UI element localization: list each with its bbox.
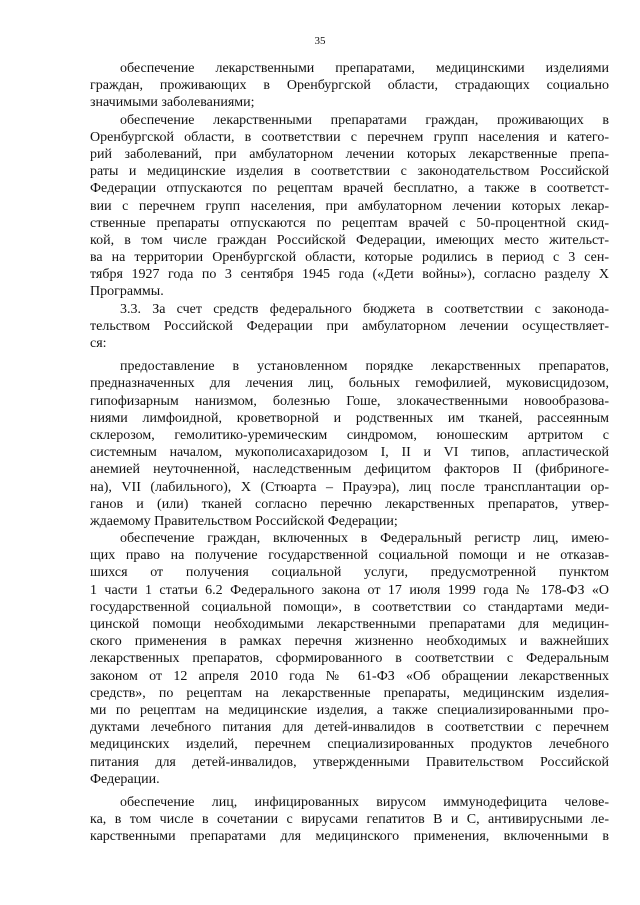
text-line: значимыми заболеваниями; <box>90 95 255 111</box>
text-line: вии с перечнем групп населения, при амбулаторном лечении которых лекар- <box>90 198 609 214</box>
text-line: шихся от получения социальной услуги, предусмотренной пунктом <box>90 565 609 581</box>
text-line: ми по рецептам на медицинские изделия, а также специализированными про- <box>90 702 609 718</box>
text-line: предоставление в установленном порядке лекарственных препаратов, <box>120 359 609 375</box>
paragraph <box>90 358 609 530</box>
text-line: карственными препаратами для медицинского применения, включенными в <box>90 829 609 845</box>
paragraph <box>90 112 609 301</box>
paragraph <box>90 60 609 112</box>
text-line: гипофизарным нанизмом, болезнью Гоше, злокачественными новообразова- <box>90 393 609 409</box>
text-line: цинской помощи необходимыми лекарственными препаратами для медицин- <box>90 617 609 632</box>
text-line: обеспечение граждан, включенных в Федеральный регистр лиц, имею- <box>120 531 609 547</box>
text-line: медицинских изделий, перечнем специализированных продуктов лечебного <box>90 737 609 753</box>
text-line: склерозом, гемолитико-уремическим синдромом, юношеским артритом с <box>90 427 609 443</box>
text-line: граждан, проживающих в Оренбургской области, страдающих социально <box>90 78 609 94</box>
text-line: ского применения в рамках перечня жизненно необходимых и важнейших <box>90 634 609 650</box>
text-line: тября 1927 года по 3 сентября 1945 года («Дети войны»), согласно разделу X <box>90 267 609 283</box>
text-line: Федерации отпускаются по рецептам врачей бесплатно, а также в соответст- <box>90 181 609 197</box>
text-line: Оренбургской области, в соответствии с перечнем групп населения и катего- <box>90 129 609 145</box>
text-line: ся: <box>90 336 107 351</box>
text-line: тельством Российской Федерации при амбулаторном лечении осуществляет- <box>90 318 609 334</box>
text-line: обеспечение лиц, инфицированных вирусом иммунодефицита челове- <box>120 794 609 810</box>
text-line: законом от 12 апреля 2010 года № 61-ФЗ «Об обращении лекарственных <box>90 668 609 684</box>
text-line: ка, в том числе в сочетании с вирусами гепатитов B и C, антивирусными ле- <box>90 812 609 828</box>
text-line: обеспечение лекарственными препаратами, медицинскими изделиями <box>120 61 609 76</box>
text-line: обеспечение лекарственными препаратами граждан, проживающих в <box>120 112 609 128</box>
text-line: Программы. <box>90 284 164 300</box>
text-line: ственные препараты отпускаются по рецептам врачей с 50-процентной скид- <box>90 215 609 231</box>
text-line: анемией неуточненной, наследственным дефицитом факторов II (фибриноге- <box>90 462 609 478</box>
text-line: ва на территории Оренбургской области, которые родились в период с 3 сен- <box>90 250 609 266</box>
text-line: системным началом, мукополисахаридозом I, II и VI типов, апластической <box>90 445 609 461</box>
text-line: средств», по рецептам на лекарственные препараты, медицинским изделия- <box>90 685 609 701</box>
paragraph <box>90 301 609 353</box>
text-line: ниями лимфоидной, кроветворной и родственных им тканей, рассеянным <box>90 410 609 426</box>
text-line: дуктами лечебного питания для детей-инвалидов в соответствии с перечнем <box>90 720 609 736</box>
text-line: раты и медицинские изделия в соответствии с законодательством Российской <box>90 164 609 180</box>
text-line: кой, в том числе граждан Российской Федерации, имеющих место жительст- <box>90 232 609 248</box>
page-number: 35 <box>314 35 326 47</box>
text-line: щих право на получение государственной социальной помощи и не отказав- <box>90 548 609 564</box>
text-line: рий заболеваний, при амбулаторном лечении которых лекарственные препа- <box>90 146 609 162</box>
text-line: государственной социальной помощи», в соответствии со стандартами меди- <box>90 599 609 615</box>
text-line: Федерации. <box>90 771 160 787</box>
paragraph <box>90 530 609 788</box>
text-line: на), VII (лабильного), X (Стюарта – Прауэра), лиц после трансплантации ор- <box>90 479 609 495</box>
text-line: ждаемому Правительством Российской Федерации; <box>90 513 398 529</box>
text-line: ганов и (или) тканей согласно перечню лекарственных препаратов, утвер- <box>90 496 609 512</box>
text-line: 3.3. За счет средств федерального бюджета в соответствии с законода- <box>120 301 609 317</box>
text-line: питания для детей-инвалидов, утвержденными Правительством Российской <box>90 754 609 770</box>
text-line: 1 части 1 статьи 6.2 Федерального закона от 17 июля 1999 года № 178-ФЗ «О <box>90 582 609 598</box>
text-line: лекарственных препаратов, сформированного в соответствии с Федеральным <box>90 651 609 667</box>
text-line: предназначенных для лечения лиц, больных гемофилией, муковисцидозом, <box>90 376 609 392</box>
document-body <box>90 60 609 845</box>
paragraph <box>90 794 609 846</box>
